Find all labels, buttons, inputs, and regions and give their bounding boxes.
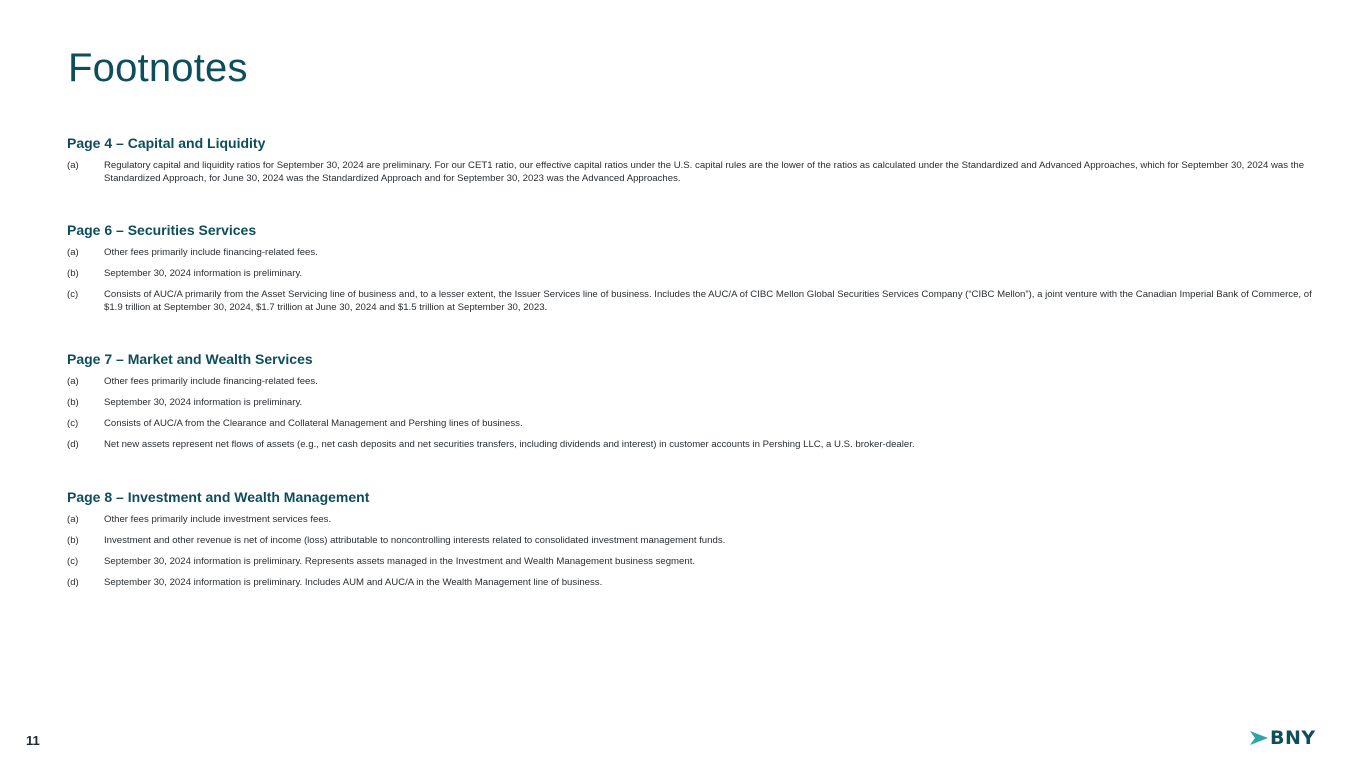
section-heading: Page 4 – Capital and Liquidity	[67, 135, 266, 151]
footnote	[67, 438, 1317, 451]
footnote-text: Net new assets represent net flows of assets (e.g., net cash deposits and net securities transfers, including dividends and interest) in customer accounts in Pershing LLC, a U.S. broker-dealer.	[104, 439, 915, 450]
footnote	[67, 576, 1317, 589]
page-title: Footnotes	[68, 46, 248, 90]
footnote-text: September 30, 2024 information is preliminary. Represents assets managed in the Investment and Wealth Management business segment.	[104, 556, 696, 567]
footnote	[67, 555, 1317, 568]
logo-wordmark: BNY	[1270, 727, 1316, 749]
footnote-text: Regulatory capital and liquidity ratios for September 30, 2024 are preliminary. For our CET1 ratio, our effective capital ratios under the U.S. capital rules are the lower of the ratios as calculated under the Standardized and Advanced Approaches, which for September 30, 2024 was the Standardized Approach, for June 30, 2024 was the Standardized Approach and for September 30, 2023 was the Advanced Approaches.	[104, 160, 1305, 184]
section-investment-wealth-management	[67, 489, 1317, 597]
footnote-letter: (a)	[67, 376, 79, 387]
section-heading: Page 8 – Investment and Wealth Management	[67, 489, 370, 505]
footnote	[67, 159, 1317, 185]
footnote-text: Consists of AUC/A from the Clearance and Collateral Management and Pershing lines of business.	[104, 418, 523, 429]
footnote	[67, 417, 1317, 430]
footnote	[67, 288, 1317, 314]
footnote-letter: (a)	[67, 160, 79, 171]
footnote-letter: (c)	[67, 418, 79, 429]
footnote-letter: (d)	[67, 439, 79, 450]
section-market-wealth-services	[67, 351, 1317, 459]
footnote-letter: (b)	[67, 268, 79, 279]
page-number: 11	[26, 733, 40, 748]
arrow-icon	[1250, 731, 1268, 745]
footnote	[67, 396, 1317, 409]
section-securities-services	[67, 222, 1317, 322]
footnote	[67, 534, 1317, 547]
footnote-text: Other fees primarily include financing-related fees.	[104, 247, 318, 258]
footnote-text: September 30, 2024 information is preliminary.	[104, 268, 303, 279]
footnote	[67, 513, 1317, 526]
footnote-letter: (b)	[67, 397, 79, 408]
footnote-text: September 30, 2024 information is preliminary. Includes AUM and AUC/A in the Wealth Management line of business.	[104, 577, 603, 588]
section-heading: Page 7 – Market and Wealth Services	[67, 351, 313, 367]
footnote-text: Investment and other revenue is net of income (loss) attributable to noncontrolling interests related to consolidated investment management funds.	[104, 535, 726, 546]
footnote-text: Other fees primarily include investment services fees.	[104, 514, 332, 525]
footnote	[67, 246, 1317, 259]
footnote-letter: (a)	[67, 514, 79, 525]
footnote	[67, 375, 1317, 388]
section-capital-liquidity	[67, 135, 1317, 193]
bny-logo	[1250, 728, 1316, 748]
footnote	[67, 267, 1317, 280]
footnote-text: Consists of AUC/A primarily from the Asset Servicing line of business and, to a lesser extent, the Issuer Services line of business. Includes the AUC/A of CIBC Mellon Global Securities Services Company (“CIBC Mellon”), a joint venture with the Canadian Imperial Bank of Commerce, of $1.9 trillion at September 30, 2024, $1.7 trillion at June 30, 2024 and $1.5 trillion at September 30, 2023.	[104, 289, 1312, 313]
footnote-letter: (c)	[67, 289, 79, 300]
footnote-text: September 30, 2024 information is preliminary.	[104, 397, 303, 408]
footnote-text: Other fees primarily include financing-related fees.	[104, 376, 318, 387]
footnote-letter: (d)	[67, 577, 79, 588]
footnote-letter: (b)	[67, 535, 79, 546]
footnote-letter: (a)	[67, 247, 79, 258]
section-heading: Page 6 – Securities Services	[67, 222, 257, 238]
footnote-letter: (c)	[67, 556, 79, 567]
